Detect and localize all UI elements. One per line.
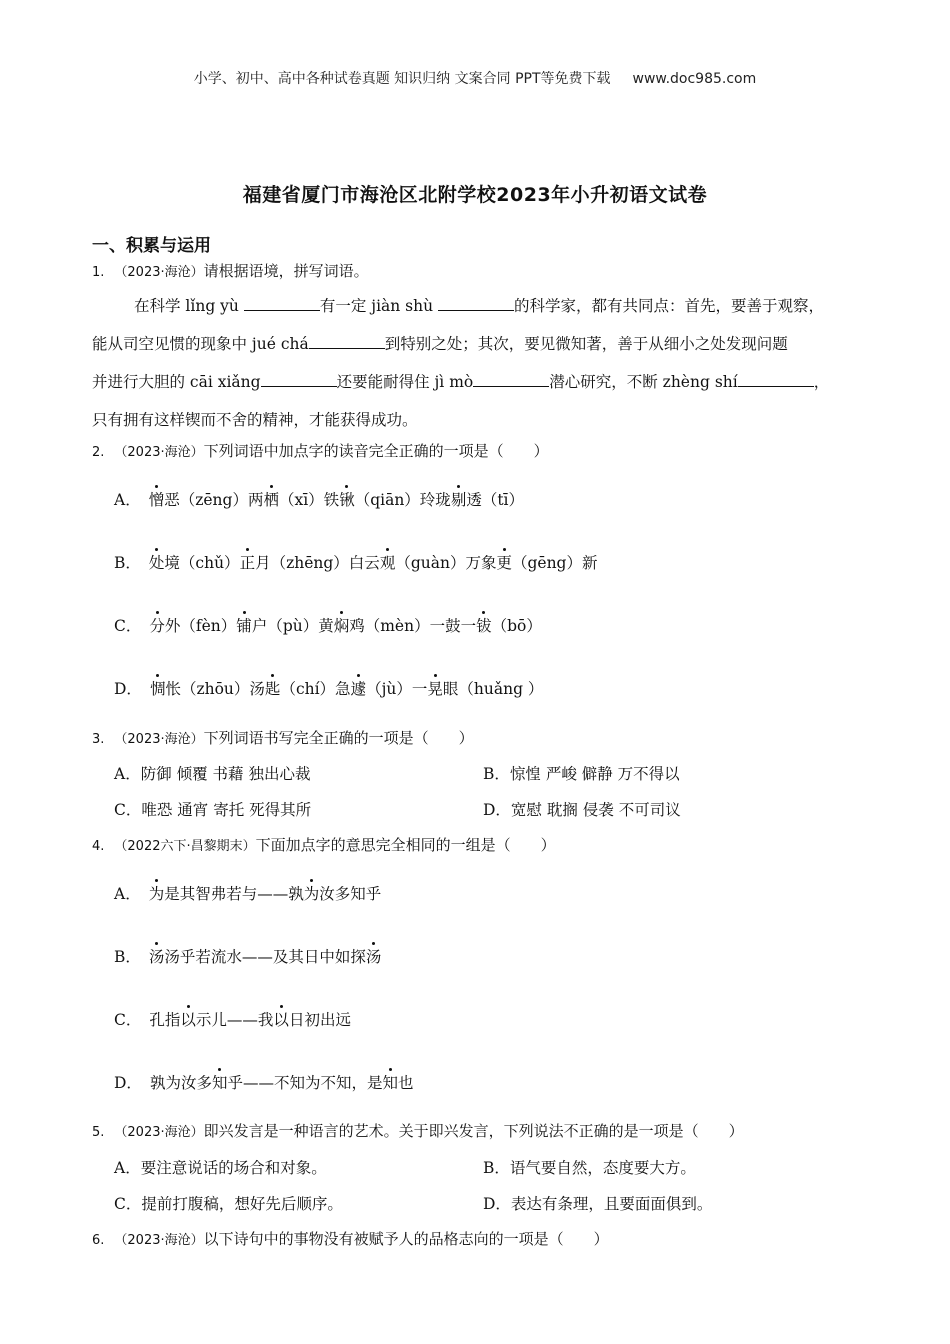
answer-blank[interactable] [261, 372, 337, 387]
dotted-character: 汤 [365, 948, 382, 966]
option-text: 是其智弗若与——孰 [164, 885, 304, 903]
option-text: 外（fèn） [164, 617, 237, 635]
question-2-option-c[interactable] [114, 614, 542, 636]
page-title: 福建省厦门市海沧区北附学校2023年小升初语文试卷 [242, 184, 708, 206]
question-3-option-b[interactable]: B．惊惶 严峻 僻静 万不得以 [483, 765, 680, 783]
question-3-option-c[interactable]: C．唯恐 通宵 寄托 死得其所 [114, 801, 312, 819]
question-1-line-1: 在科学 lǐng yù 有一定 jiàn shù 的科学家，都有共同点：首先，要善于观察， [134, 297, 825, 315]
question-4-option-a[interactable] [114, 882, 381, 904]
dotted-character: 正 [239, 554, 256, 572]
option-text: 孰为汝多 [149, 1074, 212, 1092]
question-2-stem: 2. （2023·海沧）下列词语中加点字的读音完全正确的一项是（ ） [92, 442, 549, 460]
dotted-character: 剔 [450, 491, 467, 509]
question-1-line-4: 只有拥有这样锲而不舍的精神，才能获得成功。 [92, 411, 418, 429]
header-banner: 小学、初中、高中各种试卷真题 知识归纳 文案合同 PPT等免费下载 [193, 71, 611, 87]
option-text: 户（pù）黄 [251, 617, 334, 635]
option-text: 境（chǔ） [164, 554, 240, 572]
question-3-option-d[interactable]: D．宽慰 耽搁 侵袭 不可司议 [483, 801, 681, 819]
question-2-option-b[interactable] [114, 551, 597, 573]
option-text: 汤乎若流水——及其日中如探 [164, 948, 366, 966]
option-label: C． [114, 1011, 142, 1029]
question-5-stem: 5. （2023·海沧）即兴发言是一种语言的艺术。关于即兴发言，下列说法不正确的是一项是（ ） [92, 1122, 744, 1140]
dotted-character: 汤 [148, 948, 165, 966]
option-text: 眼（huǎng ） [442, 680, 544, 698]
option-text: （qiān）玲珑 [354, 491, 451, 509]
answer-blank[interactable] [738, 372, 814, 387]
question-1-line-2: 能从司空见惯的现象中 jué chá 到特别之处；其次，要见微知著，善于从细小之处发现问题 [92, 335, 788, 353]
option-text: 汝多知乎 [319, 885, 382, 903]
dotted-character: 观 [379, 554, 396, 572]
page-header [0, 68, 950, 88]
question-5-option-c[interactable]: C．提前打腹稿，想好先后顺序。 [114, 1195, 343, 1213]
question-4-option-c[interactable] [114, 1008, 351, 1030]
option-text: 怅（zhōu）汤 [165, 680, 265, 698]
question-5-option-a[interactable]: A．要注意说话的场合和对象。 [114, 1159, 327, 1177]
question-5-option-b[interactable]: B．语气要自然，态度要大方。 [483, 1159, 696, 1177]
option-text: 乎——不知为不知，是 [227, 1074, 383, 1092]
dotted-character: 为 [148, 885, 165, 903]
option-text: 恶（zēng）两 [164, 491, 264, 509]
question-6-stem: 6. （2023·海沧）以下诗句中的事物没有被赋予人的品格志向的一项是（ ） [92, 1230, 609, 1248]
dotted-character: 惆 [149, 680, 166, 698]
dotted-character: 钹 [476, 617, 492, 635]
option-label: A． [114, 491, 141, 509]
dotted-character: 焖 [333, 617, 350, 635]
dotted-character: 以 [273, 1011, 289, 1029]
dotted-character: 处 [148, 554, 165, 572]
dotted-character: 憎 [148, 491, 165, 509]
dotted-character: 铺 [236, 617, 252, 635]
answer-blank[interactable] [473, 372, 549, 387]
answer-blank[interactable] [309, 334, 385, 349]
question-3-option-a[interactable]: A．防御 倾覆 书藉 独出心裁 [114, 765, 311, 783]
question-2-option-d[interactable] [114, 677, 543, 699]
question-1-line-3: 并进行大胆的 cāi xiǎng 还要能耐得住 jì mò 潜心研究，不断 zhèng shí ， [92, 373, 830, 391]
option-text: （bō） [491, 617, 542, 635]
question-3-stem: 3. （2023·海沧）下列词语书写完全正确的一项是（ ） [92, 729, 474, 747]
dotted-character: 更 [496, 554, 512, 572]
option-text: 透（tī） [466, 491, 525, 509]
dotted-character: 以 [180, 1011, 196, 1029]
question-4-option-d[interactable] [114, 1071, 414, 1093]
option-label: A． [114, 885, 141, 903]
option-text: 也 [398, 1074, 414, 1092]
question-5-option-d[interactable]: D．表达有条理，且要面面俱到。 [483, 1195, 713, 1213]
option-text: 月（zhēng）白云 [255, 554, 380, 572]
option-label: B． [114, 948, 141, 966]
option-text: （guàn）万象 [395, 554, 497, 572]
section-heading: 一、积累与运用 [92, 236, 211, 256]
question-4-option-b[interactable] [114, 945, 381, 967]
dotted-character: 遽 [350, 680, 367, 698]
dotted-character: 栖 [263, 491, 279, 509]
option-label: D． [114, 1074, 142, 1092]
answer-blank[interactable] [438, 296, 514, 311]
dotted-character: 匙 [264, 680, 281, 698]
dotted-character: 为 [303, 885, 320, 903]
question-2-option-a[interactable] [114, 488, 524, 510]
option-text: 示儿——我 [195, 1011, 274, 1029]
option-label: B． [114, 554, 141, 572]
option-text: 孔指 [149, 1011, 181, 1029]
dotted-character: 晃 [427, 680, 443, 698]
option-text: 日初出远 [288, 1011, 351, 1029]
option-label: D． [114, 680, 142, 698]
dotted-character: 知 [382, 1074, 398, 1092]
option-text: （jù）一 [366, 680, 428, 698]
option-text: （xī）铁 [278, 491, 340, 509]
dotted-character: 知 [211, 1074, 228, 1092]
header-site: www.doc985.com [632, 71, 757, 87]
dotted-character: 分 [149, 617, 165, 635]
option-label: C． [114, 617, 142, 635]
dotted-character: 锹 [339, 491, 355, 509]
option-text: （chí）急 [280, 680, 351, 698]
option-text: 鸡（mèn）一鼓一 [349, 617, 477, 635]
answer-blank[interactable] [244, 296, 320, 311]
option-text: （gēng）新 [511, 554, 598, 572]
question-1-stem: 1. （2023·海沧）请根据语境，拼写词语。 [92, 262, 369, 280]
question-4-stem: 4. （2022六下·昌黎期末）下面加点字的意思完全相同的一组是（ ） [92, 836, 556, 854]
